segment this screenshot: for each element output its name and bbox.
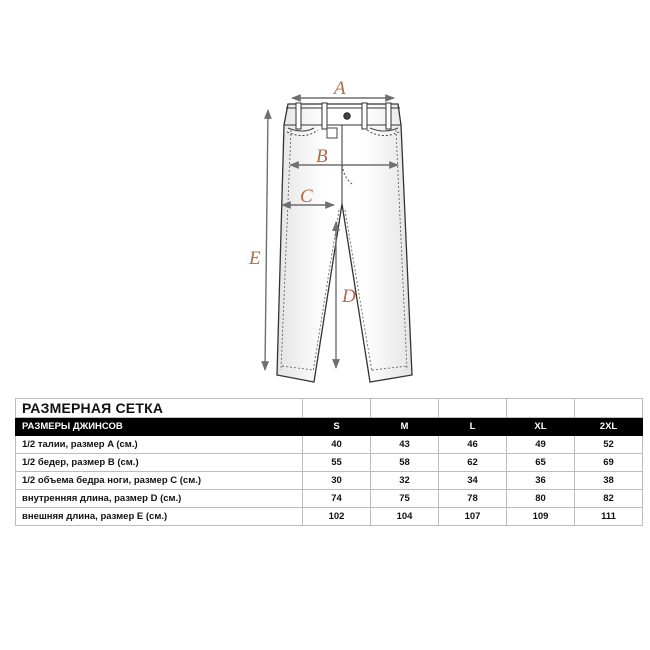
table-cell: 49 — [507, 436, 575, 454]
header-size: M — [371, 418, 439, 436]
header-size: 2XL — [575, 418, 643, 436]
jeans-outline — [277, 104, 412, 382]
table-cell: 62 — [439, 454, 507, 472]
dimension-d-label: D — [342, 286, 356, 307]
table-row — [16, 436, 643, 454]
table-cell: 52 — [575, 436, 643, 454]
table-cell: 109 — [507, 508, 575, 526]
row-label: 1/2 талии, размер A (см.) — [16, 436, 303, 454]
table-row — [16, 508, 643, 526]
dimension-b-label: B — [316, 146, 328, 167]
dimension-c-label: C — [300, 186, 313, 207]
table-cell: 111 — [575, 508, 643, 526]
table-row — [16, 490, 643, 508]
table-cell: 82 — [575, 490, 643, 508]
table-row — [16, 472, 643, 490]
table-cell: 69 — [575, 454, 643, 472]
table-cell: 74 — [303, 490, 371, 508]
table-cell: 40 — [303, 436, 371, 454]
table-cell: 58 — [371, 454, 439, 472]
header-label: РАЗМЕРЫ ДЖИНСОВ — [16, 418, 303, 436]
table-row — [16, 454, 643, 472]
dimension-a-label: A — [334, 78, 346, 99]
row-label: 1/2 бедер, размер B (см.) — [16, 454, 303, 472]
table-header-row — [16, 418, 643, 436]
dimension-e-arrow — [265, 110, 268, 370]
table-title-row — [16, 399, 643, 418]
table-cell: 55 — [303, 454, 371, 472]
dimension-e-label: E — [249, 248, 261, 269]
table-cell: 30 — [303, 472, 371, 490]
table-cell: 43 — [371, 436, 439, 454]
table-cell: 32 — [371, 472, 439, 490]
table-cell: 34 — [439, 472, 507, 490]
row-label: 1/2 объема бедра ноги, размер C (см.) — [16, 472, 303, 490]
row-label: внутренняя длина, размер D (см.) — [16, 490, 303, 508]
header-size: L — [439, 418, 507, 436]
header-size: XL — [507, 418, 575, 436]
header-size: S — [303, 418, 371, 436]
table-cell: 75 — [371, 490, 439, 508]
table-cell: 36 — [507, 472, 575, 490]
row-label: внешняя длина, размер E (см.) — [16, 508, 303, 526]
table-cell: 65 — [507, 454, 575, 472]
table-cell: 107 — [439, 508, 507, 526]
size-chart-table — [15, 398, 643, 526]
table-title: РАЗМЕРНАЯ СЕТКА — [16, 399, 303, 418]
waist-button — [344, 113, 350, 119]
table-cell: 80 — [507, 490, 575, 508]
table-cell: 102 — [303, 508, 371, 526]
table-cell: 78 — [439, 490, 507, 508]
table-cell: 104 — [371, 508, 439, 526]
table-cell: 46 — [439, 436, 507, 454]
table-cell: 38 — [575, 472, 643, 490]
